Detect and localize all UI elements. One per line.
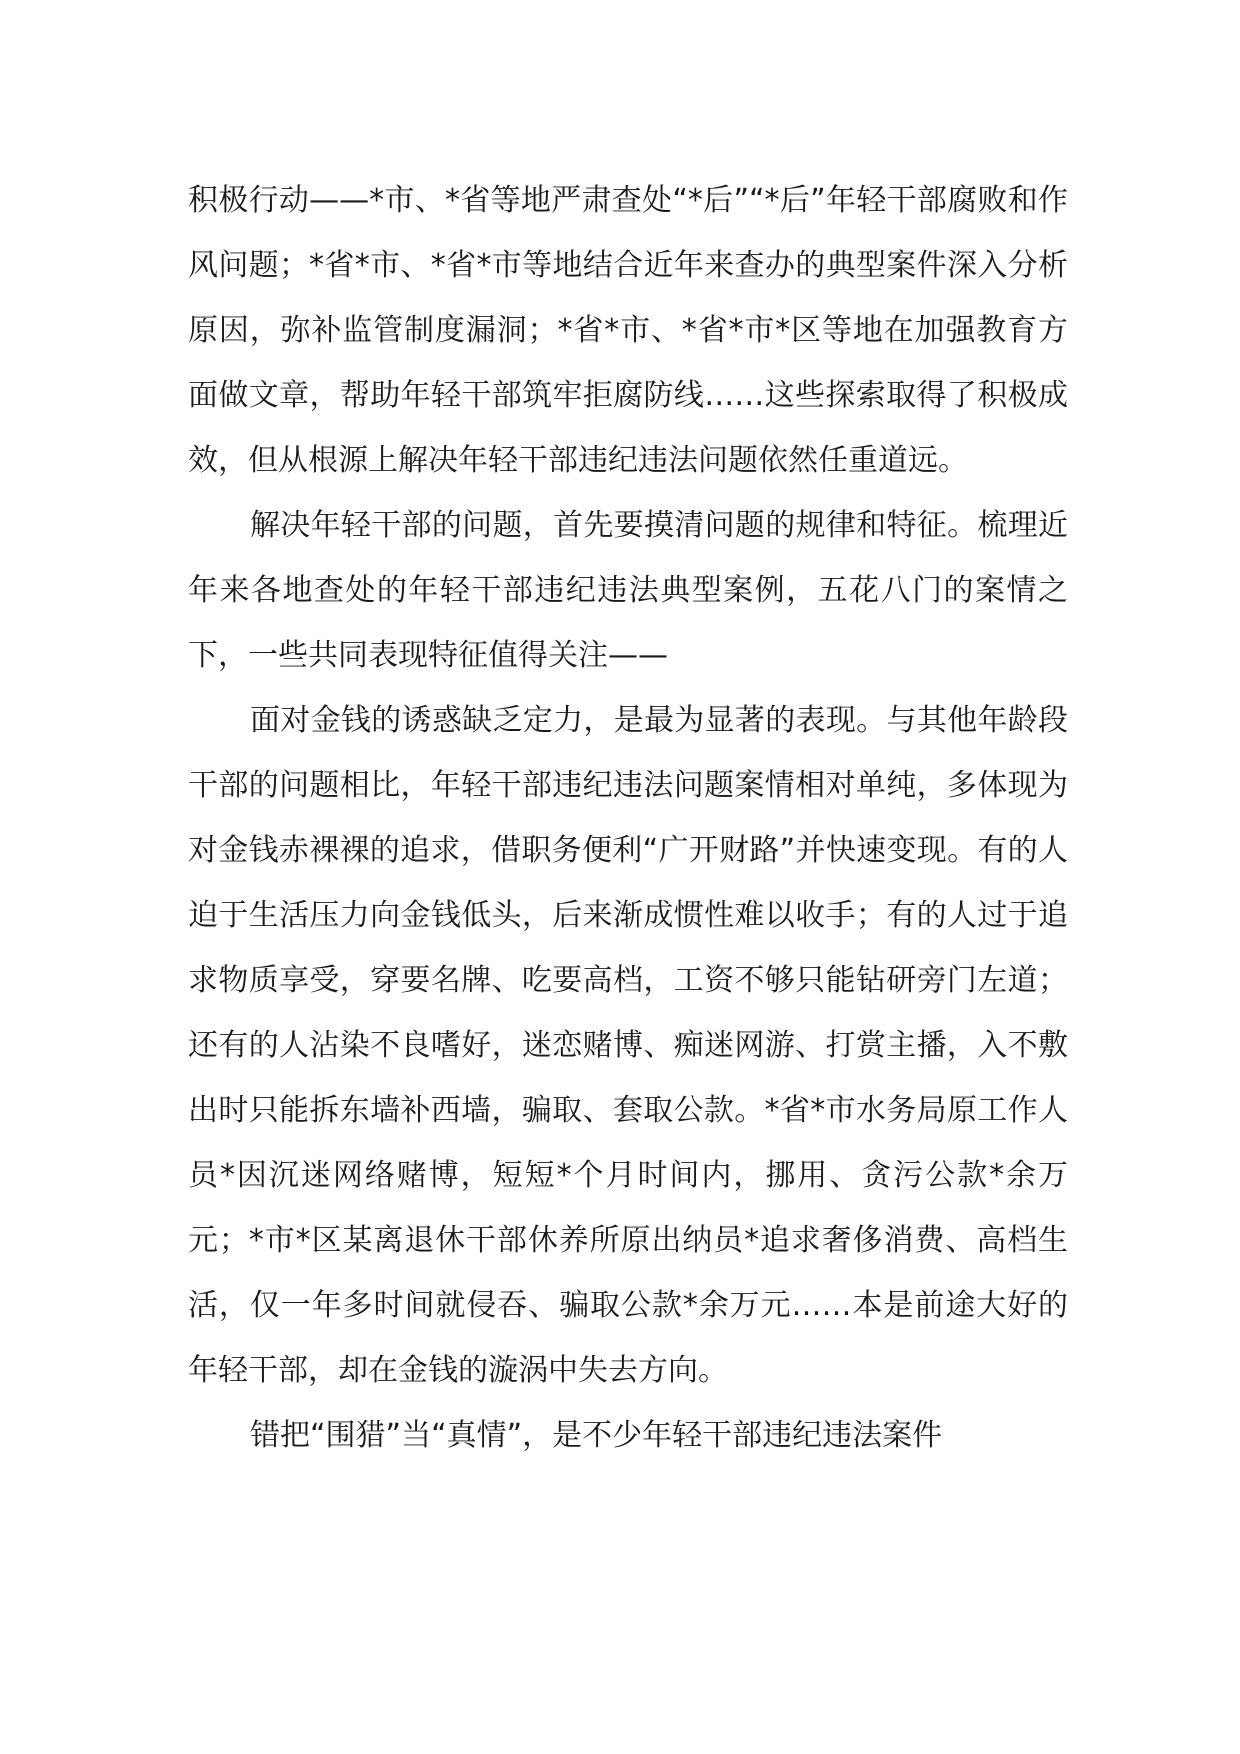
paragraph-4: 错把“围猎”当“真情”，是不少年轻干部违纪违法案件 [250, 1418, 943, 1453]
paragraph-1: 积极行动——*市、*省等地严肃查处“*后”“*后”年轻干部腐败和作风问题；*省*市、*省*市等地结合近年来查办的典型案件深入分析原因，弥补监管制度漏洞；*省*市、*省*市*区等地在加强教育方面做文章，帮助年轻干部筑牢拒腐防线……这些探索取得了积极成效，但从根源上解决年轻干部违纪违法问题依然任重道远。 [188, 183, 1068, 478]
paragraph-3: 面对金钱的诱惑缺乏定力，是最为显著的表现。与其他年龄段干部的问题相比，年轻干部违纪违法问题案情相对单纯，多体现为对金钱赤裸裸的追求，借职务便利“广开财路”并快速变现。有的人迫于生活压力向金钱低头，后来渐成惯性难以收手；有的人过于追求物质享受，穿要名牌、吃要高档，工资不够只能钻研旁门左道；还有的人沾染不良嗜好，迷恋赌博、痴迷网游、打赏主播，入不敷出时只能拆东墙补西墙，骗取、套取公款。*省*市水务局原工作人员*因沉迷网络赌博，短短*个月时间内，挪用、贪污公款*余万元；*市*区某离退休干部休养所原出纳员*追求奢侈消费、高档生活，仅一年多时间就侵吞、骗取公款*余万元……本是前途大好的年轻干部，却在金钱的漩涡中失去方向。 [188, 703, 1068, 1388]
paragraph-2: 解决年轻干部的问题，首先要摸清问题的规律和特征。梳理近年来各地查处的年轻干部违纪违法典型案例，五花八门的案情之下，一些共同表现特征值得关注—— [188, 508, 1068, 673]
document-body [188, 168, 1068, 1468]
